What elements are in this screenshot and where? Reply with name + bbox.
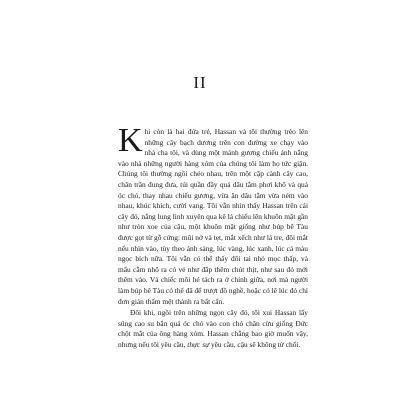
chapter-number: II <box>193 73 207 92</box>
drop-cap: K <box>118 122 143 159</box>
paragraph-2 <box>118 308 308 350</box>
paragraph-2-text-before: Đôi khi, ngồi trên những ngọn cây đó, tôi xui Hassan lấy súng cao su bắn quả óc chó vào con chó chăn cừu giống Đức chột mắt của ông hàng xóm. Hassan chẳng bao giờ muốn vậy, nhưng nếu tôi yêu cầu, <box>118 308 308 349</box>
body-text <box>118 122 308 350</box>
paragraph-2-emphasis: thực sự <box>187 339 210 349</box>
paragraph-2-text-after: yêu cầu, cậu sẽ không từ chối. <box>209 339 301 349</box>
paragraph-1-text: hi còn là hai đứa trẻ, Hassan và tôi thường trèo lên những cây bạch dương trên con đường xe chạy vào nhà cha tôi, và dùng một mảnh gương chiếu ánh nắng vào nhà những người hàng xóm của chúng tôi làm họ tức giận. Chúng tôi thường ngồi chéo nhau, trên một cặp cành cây cao, chân trần đung đưa, túi quần đầy quả dâu tằm phơi khô và quả óc chó, thay nhau chiếu gương, vừa ăn dâu tằm vừa ném vào nhau, khúc khích, cười vang. Tôi vẫn nhìn thấy Hassan trên cái cây đó, nắng lung linh xuyên qua kẽ lá chiếu lên khuôn mặt gần như tròn xoe của cậu, một khuôn mặt giống như búp bê Tàu được gọt từ gỗ cứng: mũi nở và tẹt, mắt xếch như lá tre, đôi mắt nếu nhìn vào, tùy theo ánh sáng, lúc vàng, lúc xanh, lúc cả màu ngọc bích nữa. Tôi vẫn có thể thấy đôi tai nhỏ mọc thấp, và mẩu cằm nhô ra có vẻ như đắp thêm chút thịt, như sau đó mới thêm vào. Và chiếc môi hé tách ra ở chính giữa, nơi mà người làm búp bê Tàu có thể đã để trượt đồ nghề, hoặc có lẽ lúc đó chỉ đơn giản thấm mệt thành ra bất cẩn. <box>118 127 308 306</box>
paragraph-1 <box>118 122 308 307</box>
